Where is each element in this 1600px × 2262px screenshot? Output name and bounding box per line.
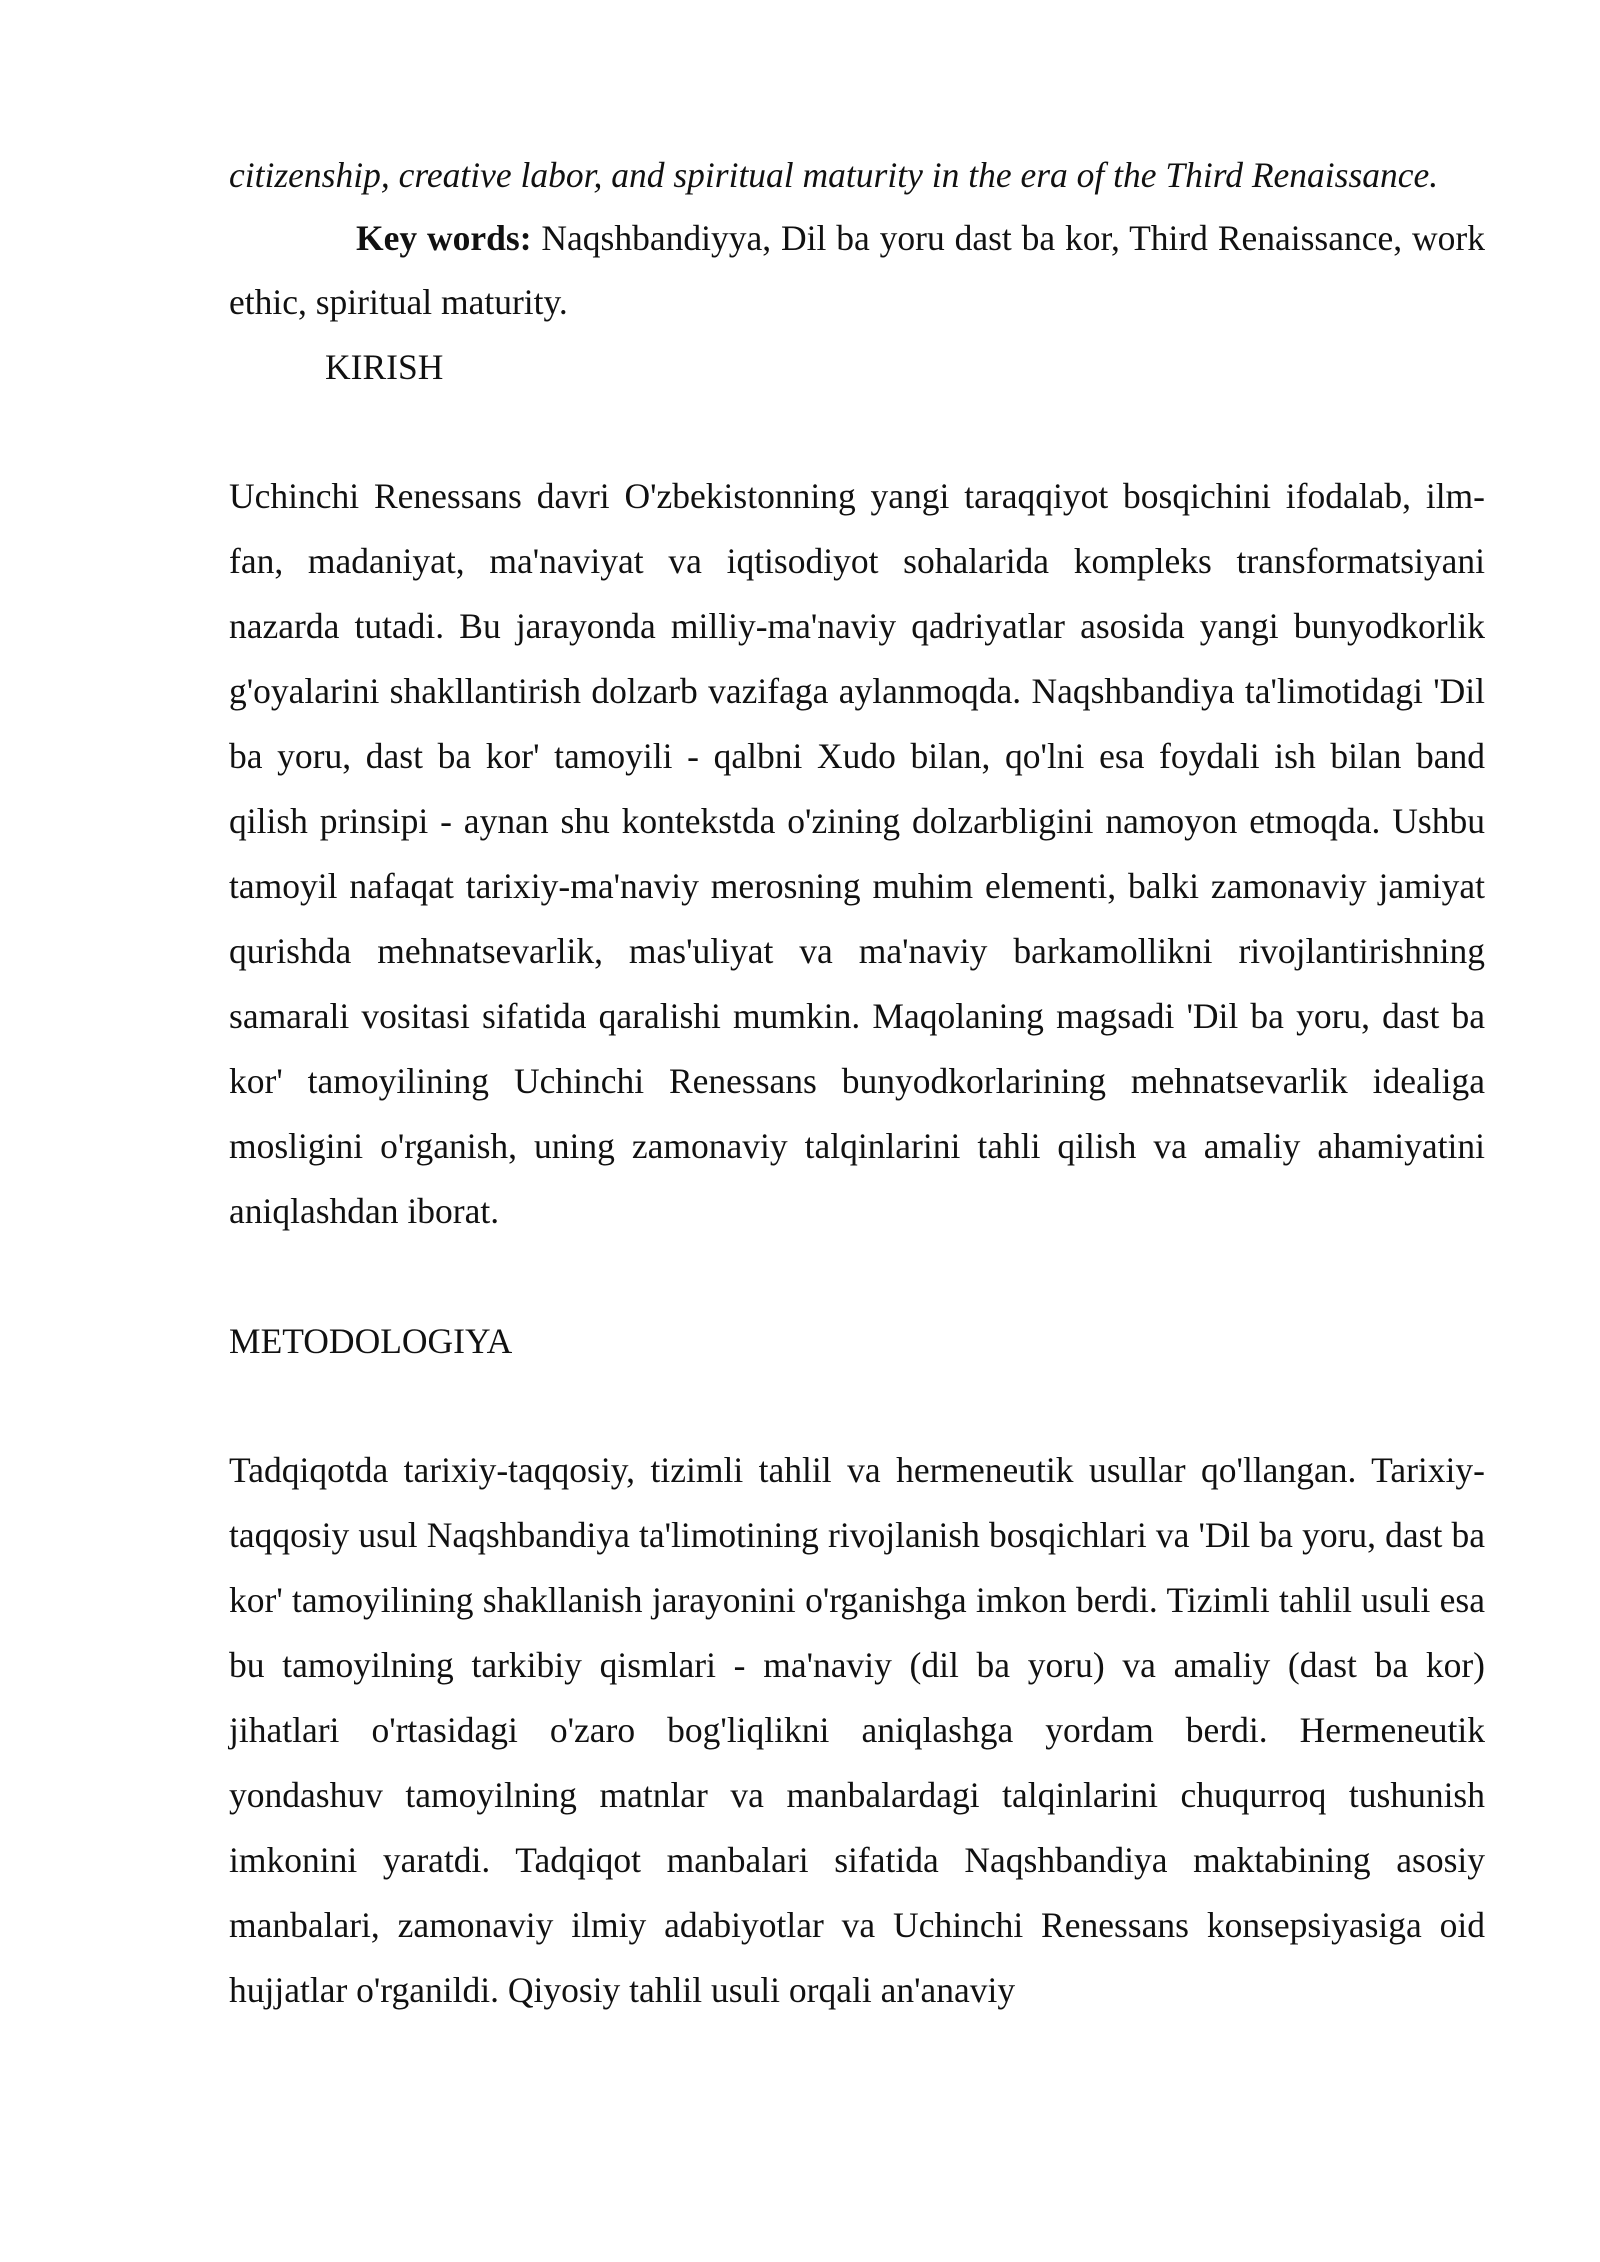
- keywords-text: Naqshbandiyya, Dil ba yoru dast ba kor, Third Renaissance, work ethic, spiritual maturity.: [229, 218, 1485, 322]
- spacer: [229, 1244, 1485, 1308]
- section-heading-metodologiya: METODOLOGIYA: [229, 1321, 513, 1361]
- section-heading-kirish: KIRISH: [325, 347, 444, 387]
- keywords-label: Key words:: [356, 218, 532, 258]
- abstract-tail: citizenship, creative labor, and spiritual maturity in the era of the Third Renaissance.: [229, 155, 1439, 195]
- methodology-paragraph: Tadqiqotda tarixiy-taqqosiy, tizimli tahlil va hermeneutik usullar qo'llangan. Tarixiy-taqqosiy usul Naqshbandiya ta'limotining rivojlanish bosqichlari va 'Dil ba yoru, dast ba kor' tamoyilining shakllanish jarayonini o'rganishga imkon berdi. Tizimli tahlil usuli esa bu tamoyilning tarkibiy qismlari - ma'naviy (dil ba yoru) va amaliy (dast ba kor) jihatlari o'rtasidagi o'zaro bog'liqlikni aniqlashga yordam berdi. Hermeneutik yondashuv tamoyilning matnlar va manbalardagi talqinlarini chuqurroq tushunish imkonini yaratdi. Tadqiqot manbalari sifatida Naqshbandiya maktabining asosiy manbalari, zamonaviy ilmiy adabiyotlar va Uchinchi Renessans konsepsiyasiga oid hujjatlar o'rganildi. Qiyosiy tahlil usuli orqali an'anaviy: [229, 1450, 1485, 2010]
- spacer: [229, 1374, 1485, 1438]
- document-page: [229, 150, 1485, 2023]
- intro-paragraph: Uchinchi Renessans davri O'zbekistonning yangi taraqqiyot bosqichini ifodalab, ilm-fan, madaniyat, ma'naviyat va iqtisodiyot sohalarida kompleks transformatsiyani nazarda tutadi. Bu jarayonda milliy-ma'naviy qadriyatlar asosida yangi bunyodkorlik g'oyalarini shakllantirish dolzarb vazifaga aylanmoqda. Naqshbandiya ta'limotidagi 'Dil ba yoru, dast ba kor' tamoyili - qalbni Xudo bilan, qo'lni esa foydali ish bilan band qilish prinsipi - aynan shu kontekstda o'zining dolzarbligini namoyon etmoqda. Ushbu tamoyil nafaqat tarixiy-ma'naviy merosning muhim elementi, balki zamonaviy jamiyat qurishda mehnatsevarlik, mas'uliyat va ma'naviy barkamollikni rivojlantirishning samarali vositasi sifatida qaralishi mumkin. Maqolaning magsadi 'Dil ba yoru, dast ba kor' tamoyilining Uchinchi Renessans bunyodkorlarining mehnatsevarlik idealiga mosligini o'rganish, uning zamonaviy talqinlarini tahli qilish va amaliy ahamiyatini aniqlashdan iborat.: [229, 476, 1485, 1231]
- keywords-paragraph: [229, 206, 1485, 334]
- spacer: [229, 400, 1485, 464]
